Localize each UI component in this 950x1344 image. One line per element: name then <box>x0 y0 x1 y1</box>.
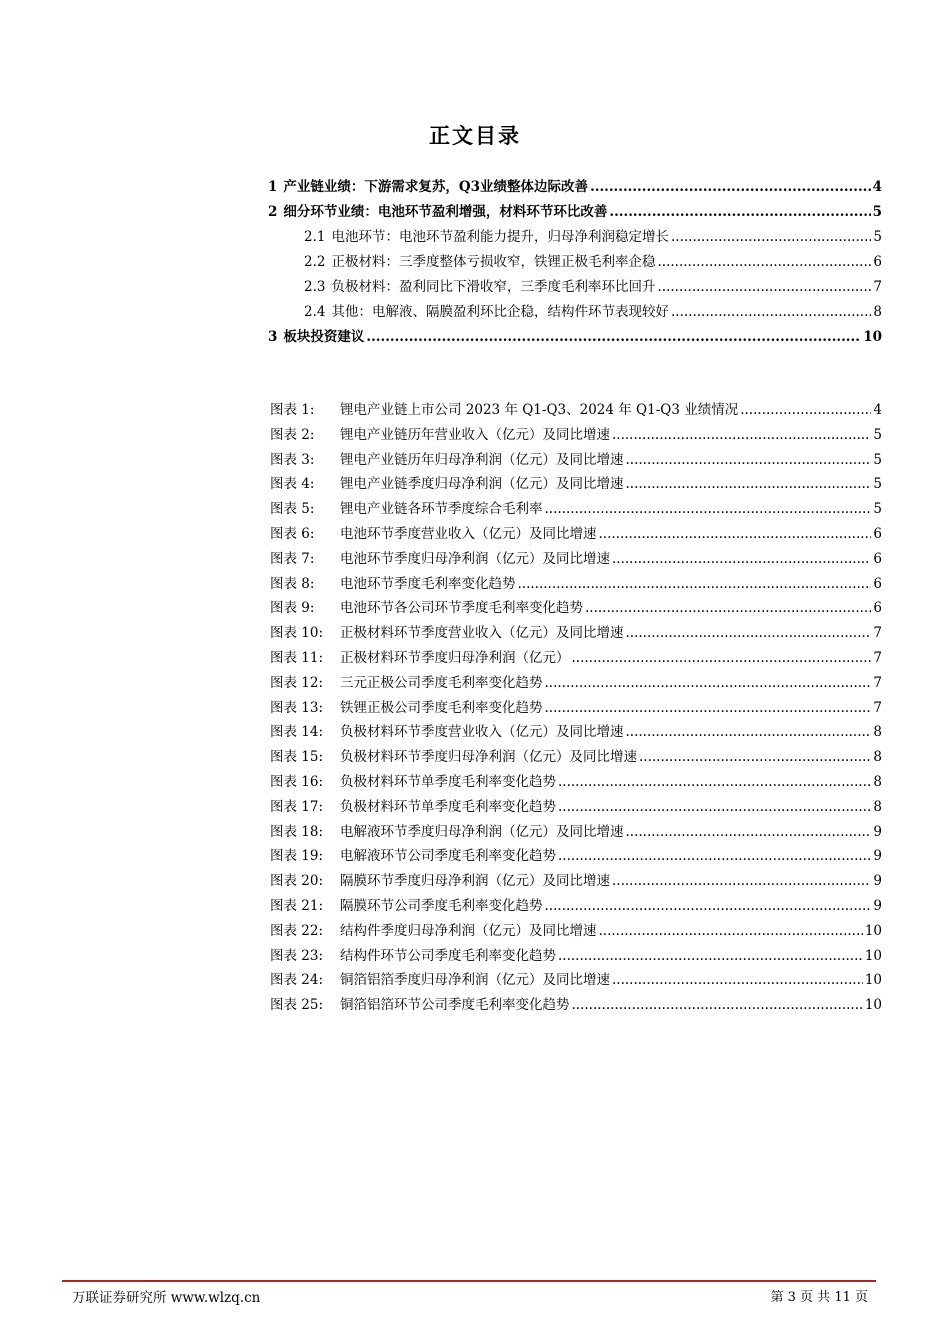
figure-entry-title: 电池环节季度毛利率变化趋势 <box>340 575 516 592</box>
toc-entry-page: 8 <box>873 304 882 320</box>
figure-entry-page: 9 <box>873 823 882 840</box>
figure-entry-title: 铜箔铝箔环节公司季度毛利率变化趋势 <box>340 997 570 1014</box>
figure-entry-label: 图表 24: <box>270 972 324 989</box>
dot-leader <box>545 675 872 691</box>
figure-entry-title: 电池环节季度归母净利润（亿元）及同比增速 <box>340 550 610 567</box>
toc-entry-label: 细分环节业绩：电池环节盈利增强，材料环节环比改善 <box>283 204 608 220</box>
figure-entry[interactable] <box>270 572 882 597</box>
toc-entry-label: 其他：电解液、隔膜盈利环比企稳，结构件环节表现较好 <box>331 304 669 320</box>
figure-entry-page: 6 <box>873 525 882 542</box>
dot-leader <box>612 972 863 988</box>
figure-entry-label: 图表 23: <box>270 947 324 964</box>
dot-leader <box>558 948 863 964</box>
dot-leader <box>626 452 872 468</box>
figure-entry[interactable] <box>270 745 882 770</box>
toc-entry-number: 2 <box>268 204 278 220</box>
figure-entry[interactable] <box>270 423 882 448</box>
figure-entry[interactable] <box>270 820 882 845</box>
figure-entry[interactable] <box>270 671 882 696</box>
dot-leader <box>626 625 872 641</box>
dot-leader <box>612 873 871 889</box>
figure-entry[interactable] <box>270 472 882 497</box>
figure-entry-title: 电解液环节公司季度毛利率变化趋势 <box>340 848 556 865</box>
figure-entry[interactable] <box>270 770 882 795</box>
figure-entry-label: 图表 5: <box>270 501 315 518</box>
figure-entry-label: 图表 4: <box>270 476 315 493</box>
page-title: 正文目录 <box>429 123 521 148</box>
figure-entry[interactable] <box>270 869 882 894</box>
list-of-figures <box>270 398 882 1018</box>
figure-entry-title: 锂电产业链各环节季度综合毛利率 <box>340 501 543 518</box>
toc-entry[interactable] <box>268 325 882 350</box>
figure-entry-label: 图表 3: <box>270 451 315 468</box>
figure-entry-title: 锂电产业链季度归母净利润（亿元）及同比增速 <box>340 476 624 493</box>
figure-entry[interactable] <box>270 522 882 547</box>
figure-entry-page: 10 <box>864 997 882 1014</box>
figure-entry-page: 5 <box>873 426 882 443</box>
dot-leader <box>572 997 863 1013</box>
figure-entry-label: 图表 10: <box>270 625 324 642</box>
figure-entry-label: 图表 25: <box>270 997 324 1014</box>
figure-entry-label: 图表 15: <box>270 749 324 766</box>
toc-entry-number: 2.4 <box>304 304 326 320</box>
dot-leader <box>671 304 871 320</box>
figure-entry-title: 结构件环节公司季度毛利率变化趋势 <box>340 947 556 964</box>
figure-entry-title: 隔膜环节公司季度毛利率变化趋势 <box>340 897 543 914</box>
figure-entry-page: 5 <box>873 501 882 518</box>
figure-entry-page: 7 <box>873 699 882 716</box>
figure-entry-page: 6 <box>873 550 882 567</box>
figure-entry[interactable] <box>270 968 882 993</box>
figure-entry-title: 锂电产业链历年营业收入（亿元）及同比增速 <box>340 426 610 443</box>
toc-entry-label: 电池环节：电池环节盈利能力提升，归母净利润稳定增长 <box>331 229 669 245</box>
figure-entry-title: 正极材料环节季度归母净利润（亿元） <box>340 649 570 666</box>
figure-entry-label: 图表 7: <box>270 550 315 567</box>
dot-leader <box>657 254 871 270</box>
figure-entry-page: 6 <box>873 600 882 617</box>
toc-entry-page: 5 <box>872 204 882 220</box>
dot-leader <box>545 898 872 914</box>
figure-entry-title: 负极材料环节季度归母净利润（亿元）及同比增速 <box>340 749 637 766</box>
figure-entry-page: 10 <box>864 972 882 989</box>
table-of-contents <box>268 175 882 350</box>
dot-leader <box>545 700 872 716</box>
dot-leader <box>612 427 871 443</box>
dot-leader <box>626 476 872 492</box>
figure-entry-page: 5 <box>873 451 882 468</box>
figure-entry-page: 9 <box>873 897 882 914</box>
figure-entry-label: 图表 1: <box>270 402 315 418</box>
figure-entry-title: 铁锂正极公司季度毛利率变化趋势 <box>340 699 543 716</box>
figure-entry-title: 电解液环节季度归母净利润（亿元）及同比增速 <box>340 823 624 840</box>
toc-entry-page: 7 <box>873 279 882 295</box>
figure-entry-page: 6 <box>873 575 882 592</box>
figure-entry-title: 负极材料环节单季度毛利率变化趋势 <box>340 773 556 790</box>
figure-entry-label: 图表 11: <box>270 649 324 666</box>
dot-leader <box>599 923 863 939</box>
figure-entry-label: 图表 12: <box>270 674 324 691</box>
figure-entry[interactable] <box>270 448 882 473</box>
figure-entry-label: 图表 16: <box>270 773 324 790</box>
figure-entry[interactable] <box>270 596 882 621</box>
dot-leader <box>558 848 871 864</box>
toc-entry[interactable] <box>268 200 882 225</box>
dot-leader <box>626 724 872 740</box>
toc-entry-page: 10 <box>863 329 882 345</box>
toc-entry-number: 2.2 <box>304 254 326 270</box>
dot-leader <box>545 501 872 517</box>
figure-entry-title: 电池环节季度营业收入（亿元）及同比增速 <box>340 525 597 542</box>
figure-entry-label: 图表 8: <box>270 575 315 592</box>
toc-entry-label: 正极材料：三季度整体亏损收窄，铁锂正极毛利率企稳 <box>331 254 656 270</box>
figure-entry-label: 图表 18: <box>270 823 324 840</box>
toc-entry-page: 5 <box>873 229 882 245</box>
dot-leader <box>585 600 871 616</box>
dot-leader <box>612 551 871 567</box>
figure-entry[interactable] <box>270 894 882 919</box>
figure-entry-label: 图表 19: <box>270 848 324 865</box>
dot-leader <box>366 329 861 345</box>
figure-entry-label: 图表 14: <box>270 724 324 741</box>
toc-entry-label: 产业链业绩：下游需求复苏，Q3业绩整体边际改善 <box>283 179 589 195</box>
figure-entry-title: 铜箔铝箔季度归母净利润（亿元）及同比增速 <box>340 972 610 989</box>
figure-entry-label: 图表 9: <box>270 600 315 617</box>
figure-entry[interactable] <box>270 944 882 969</box>
figure-entry[interactable] <box>270 795 882 820</box>
figure-entry-title: 锂电产业链上市公司 2023 年 Q1-Q3、2024 年 Q1-Q3 业绩情况 <box>340 402 739 418</box>
dot-leader <box>740 402 871 418</box>
dot-leader <box>558 799 871 815</box>
figure-entry-label: 图表 20: <box>270 873 324 890</box>
figure-entry-title: 负极材料环节季度营业收入（亿元）及同比增速 <box>340 724 624 741</box>
figure-entry-page: 10 <box>864 947 882 964</box>
figure-entry[interactable] <box>270 646 882 671</box>
figure-entry[interactable] <box>270 547 882 572</box>
footer-page-number: 第 3 页 共 11 页 <box>770 1290 868 1305</box>
figure-entry-title: 电池环节各公司环节季度毛利率变化趋势 <box>340 600 583 617</box>
figure-entry-page: 8 <box>873 773 882 790</box>
figure-entry-page: 8 <box>873 749 882 766</box>
figure-entry[interactable] <box>270 696 882 721</box>
figure-entry-page: 7 <box>873 649 882 666</box>
figure-entry-label: 图表 6: <box>270 525 315 542</box>
dot-leader <box>590 179 871 195</box>
figure-entry-page: 8 <box>873 798 882 815</box>
figure-entry-label: 图表 2: <box>270 426 315 443</box>
figure-entry[interactable] <box>270 844 882 869</box>
dot-leader <box>599 526 872 542</box>
toc-entry-label: 板块投资建议 <box>283 329 365 345</box>
figure-entry-title: 锂电产业链历年归母净利润（亿元）及同比增速 <box>340 451 624 468</box>
dot-leader <box>639 749 871 765</box>
dot-leader <box>558 774 871 790</box>
figure-entry-label: 图表 13: <box>270 699 324 716</box>
figure-entry[interactable] <box>270 720 882 745</box>
figure-entry[interactable] <box>270 993 882 1018</box>
toc-entry[interactable] <box>268 225 882 250</box>
toc-entry-number: 2.1 <box>304 229 326 245</box>
toc-entry-page: 4 <box>872 179 882 195</box>
figure-entry[interactable] <box>270 497 882 522</box>
figure-entry-page: 5 <box>873 476 882 493</box>
figure-entry-page: 8 <box>873 724 882 741</box>
toc-entry-label: 负极材料：盈利同比下滑收窄，三季度毛利率环比回升 <box>331 279 656 295</box>
figure-entry-title: 结构件季度归母净利润（亿元）及同比增速 <box>340 922 597 939</box>
dot-leader <box>518 576 872 592</box>
figure-entry-title: 负极材料环节单季度毛利率变化趋势 <box>340 798 556 815</box>
footer-publisher: 万联证券研究所 www.wlzq.cn <box>72 1290 261 1306</box>
toc-entry[interactable] <box>268 250 882 275</box>
footer-rule <box>62 1280 876 1282</box>
figure-entry-label: 图表 21: <box>270 897 324 914</box>
figure-entry[interactable] <box>270 398 882 423</box>
toc-entry-number: 3 <box>268 329 278 345</box>
toc-entry[interactable] <box>268 300 882 325</box>
figure-entry[interactable] <box>270 621 882 646</box>
toc-entry[interactable] <box>268 175 882 200</box>
figure-entry-title: 正极材料环节季度营业收入（亿元）及同比增速 <box>340 625 624 642</box>
figure-entry[interactable] <box>270 919 882 944</box>
figure-entry-page: 9 <box>873 848 882 865</box>
dot-leader <box>657 279 871 295</box>
figure-entry-page: 9 <box>873 873 882 890</box>
toc-entry-number: 1 <box>268 179 278 195</box>
dot-leader <box>572 650 872 666</box>
toc-entry[interactable] <box>268 275 882 300</box>
dot-leader <box>626 824 872 840</box>
dot-leader <box>609 204 870 220</box>
figure-entry-label: 图表 17: <box>270 798 324 815</box>
figure-entry-title: 三元正极公司季度毛利率变化趋势 <box>340 674 543 691</box>
toc-entry-number: 2.3 <box>304 279 326 295</box>
figure-entry-page: 10 <box>864 922 882 939</box>
figure-entry-title: 隔膜环节季度归母净利润（亿元）及同比增速 <box>340 873 610 890</box>
dot-leader <box>671 229 871 245</box>
figure-entry-label: 图表 22: <box>270 922 324 939</box>
figure-entry-page: 4 <box>873 402 882 418</box>
toc-entry-page: 6 <box>873 254 882 270</box>
figure-entry-page: 7 <box>873 674 882 691</box>
figure-entry-page: 7 <box>873 625 882 642</box>
